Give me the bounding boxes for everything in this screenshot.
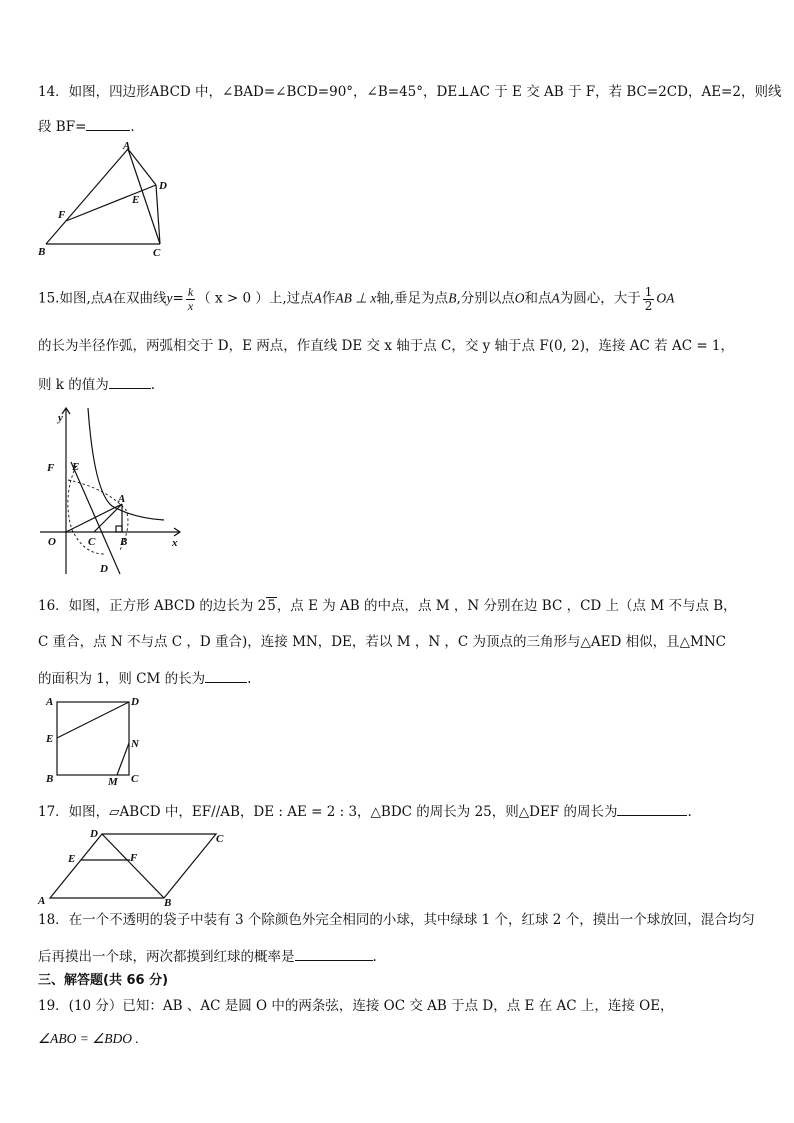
q17-line-1: 17．如图，▱ABCD 中，EF//AB，DE : AE = 2 : 3，△BDC 的周长为 25，则△DEF 的周长为 . (38, 804, 692, 820)
q15-label-a: A (118, 493, 126, 505)
q16-label-n: N (131, 738, 139, 750)
q17-label-a: A (38, 895, 46, 906)
q15-label-e: E (72, 461, 80, 473)
q16-line-1: 16．如图，正方形 ABCD 的边长为 25，点 E 为 AB 的中点，点 M ，N 分别在边 BC ，CD 上（点 M 不与点 B， (38, 598, 737, 614)
q15-answer-blank[interactable] (109, 376, 151, 389)
q14-label-d: D (159, 180, 167, 192)
q15-label-y: y (58, 412, 63, 424)
q14-line-2: 段 BF= . (38, 119, 135, 135)
q17-label-c: C (216, 833, 224, 845)
q14-label-c: C (153, 247, 161, 259)
section-heading: 三、解答题(共 66 分) (38, 973, 169, 988)
q15-label-o: O (48, 536, 56, 548)
q17-figure (36, 824, 236, 906)
q15-label-c: C (88, 536, 96, 548)
q14-answer-blank[interactable] (86, 118, 130, 131)
q16-label-a: A (46, 696, 54, 708)
q14-label-f: F (58, 209, 66, 221)
q17-label-e: E (68, 853, 76, 865)
q16-label-e: E (46, 733, 54, 745)
q15-k-over-x: $\frac{k}{x}$ (187, 285, 194, 313)
q17-label-f: F (130, 852, 138, 864)
q18-line-2: 后再摸出一个球，两次都摸到红球的概率是 . (38, 949, 377, 965)
q16-answer-blank[interactable] (205, 670, 247, 683)
q16-label-d: D (131, 696, 139, 708)
q14-label-a: A (123, 140, 131, 152)
q15-one-half: $\frac{1}{2}$ (644, 285, 653, 313)
q16-line-2: C 重合，点 N 不与点 C ，D 重合)，连接 MN，DE，若以 M ，N ，C 为顶点的三角形与△AED 相似，且△MNC (38, 634, 726, 650)
q16-line-3: 的面积为 1，则 CM 的长为 . (38, 671, 252, 687)
q16-label-c: C (131, 773, 139, 785)
q15-line-1: 15.如图,点A在双曲线y= $\frac{k}{x}$ （ x > 0 ）上,过点A作AB ⊥ x轴,垂足为点B,分别以点O和点A为圆心，大于 $\frac{1}{2}$ OA (38, 285, 675, 313)
q19-line-1: 19．(10 分）已知：AB 、AC 是圆 O 中的两条弦，连接 OC 交 AB 于点 D，点 E 在 AC 上，连接 OE， (38, 998, 674, 1014)
q16-figure (40, 692, 150, 787)
q14-label-b: B (38, 246, 46, 258)
q17-label-b: B (164, 897, 172, 906)
q15-line-2: 的长为半径作弧，两弧相交于 D，E 两点，作直线 DE 交 x 轴于点 C，交 y 轴于点 F(0, 2)，连接 AC 若 AC = 1， (38, 338, 735, 354)
q15-figure (38, 402, 188, 582)
q17-answer-blank[interactable] (617, 803, 687, 816)
q15-label-b: B (120, 536, 128, 548)
q15-label-f: F (47, 462, 55, 474)
q19-line-2: ∠ABO = ∠BDO . (38, 1031, 139, 1046)
q14-label-e: E (132, 194, 140, 206)
q15-label-d: D (100, 563, 108, 575)
q18-answer-blank[interactable] (295, 948, 373, 961)
q14-line-1: 14．如图，四边形ABCD 中，∠BAD=∠BCD=90°，∠B=45°，DE⊥AC 于 E 交 AB 于 F，若 BC=2CD，AE=2，则线 (38, 84, 782, 100)
q17-label-d: D (90, 828, 98, 840)
q18-line-1: 18．在一个不透明的袋子中装有 3 个除颜色外完全相同的小球，其中绿球 1 个，红球 2 个，摸出一个球放回，混合均匀 (38, 912, 755, 928)
q14-figure (36, 140, 176, 262)
q15-line-3: 则 k 的值为 . (38, 377, 156, 393)
q15-label-x: x (172, 537, 178, 549)
q16-label-m: M (108, 776, 118, 787)
q16-label-b: B (46, 773, 54, 785)
